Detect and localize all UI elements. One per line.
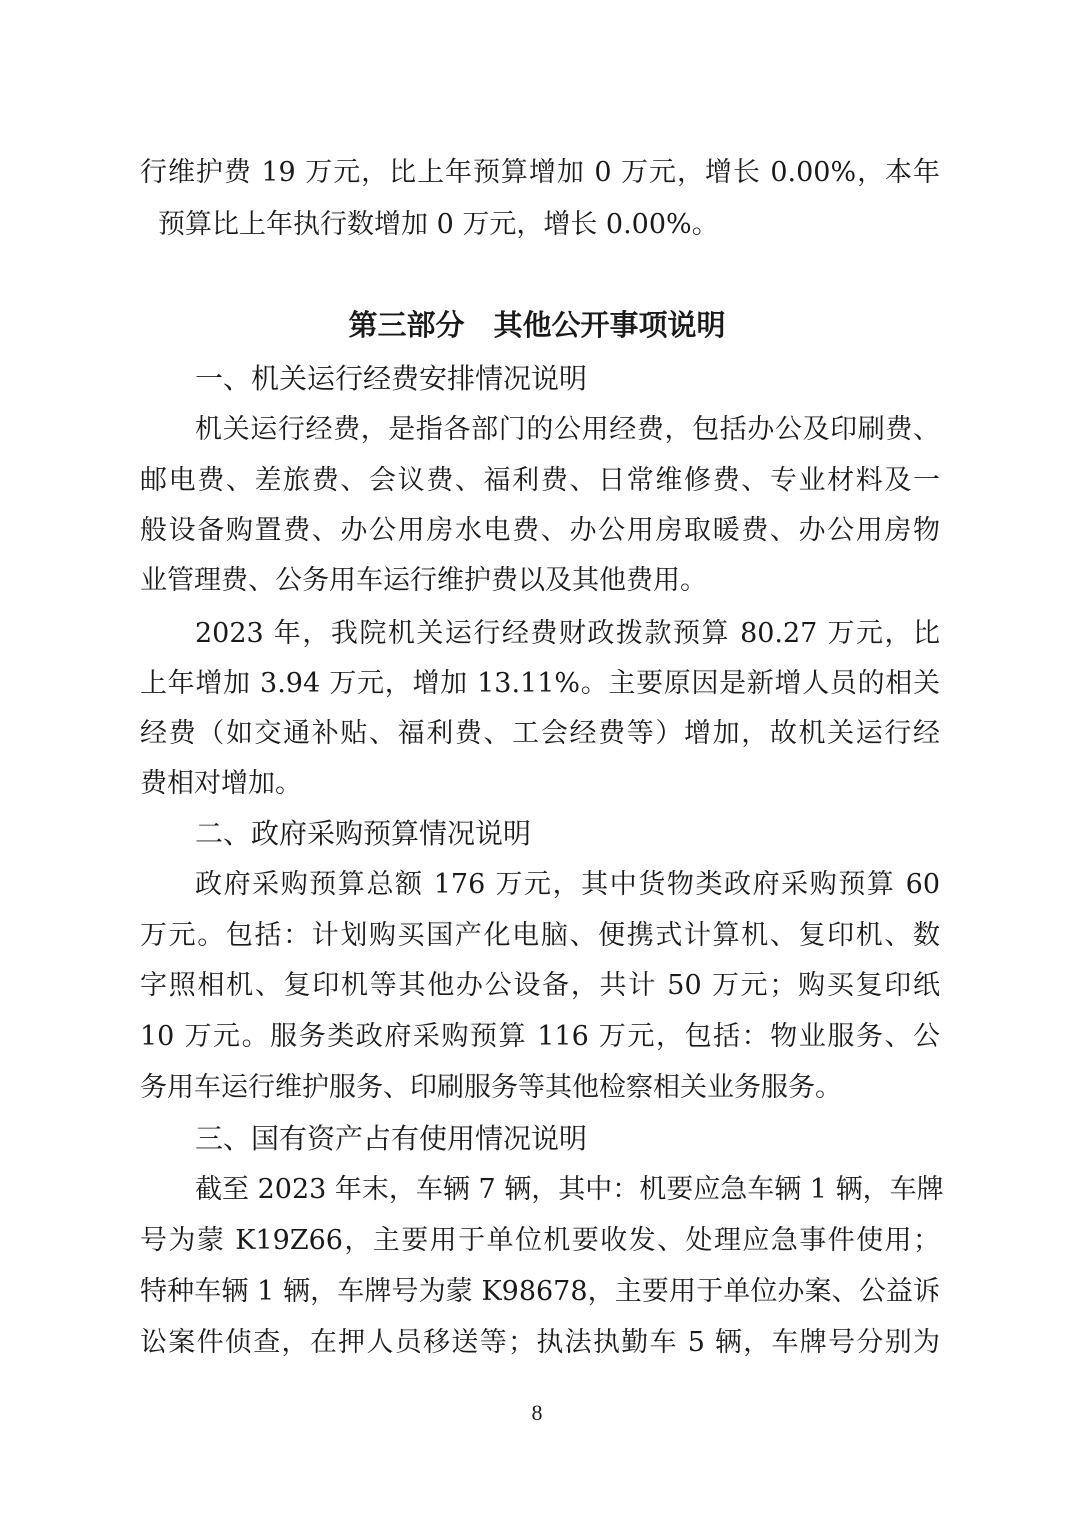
body-line: 截至 2023 年末，车辆 7 辆，其中：机要应急车辆 1 辆，车牌 xyxy=(195,1174,944,1205)
body-line: 2023 年，我院机关运行经费财政拨款预算 80.27 万元，比 xyxy=(195,618,940,649)
body-line: 业管理费、公务用车运行维护费以及其他费用。 xyxy=(140,565,707,596)
body-line: 经费（如交通补贴、福利费、工会经费等）增加，故机关运行经 xyxy=(140,718,940,749)
body-line: 行维护费 19 万元，比上年预算增加 0 万元，增长 0.00%，本年 xyxy=(140,157,940,188)
body-line: 万元。包括：计划购买国产化电脑、便携式计算机、复印机、数 xyxy=(140,920,940,951)
body-line: 费相对增加。 xyxy=(140,768,302,799)
section-heading-3: 三、国有资产占有使用情况说明 xyxy=(195,1122,588,1155)
body-line: 上年增加 3.94 万元，增加 13.11%。主要原因是新增人员的相关 xyxy=(140,668,940,699)
body-line: 讼案件侦查，在押人员移送等；执法执勤车 5 辆，车牌号分别为 xyxy=(140,1327,940,1358)
body-line: 机关运行经费，是指各部门的公用经费，包括办公及印刷费、 xyxy=(195,414,940,445)
body-line: 政府采购预算总额 176 万元，其中货物类政府采购预算 60 xyxy=(195,869,940,900)
body-line: 特种车辆 1 辆，车牌号为蒙 K98678，主要用于单位办案、公益诉 xyxy=(140,1276,940,1307)
body-line: 10 万元。服务类政府采购预算 116 万元，包括：物业服务、公 xyxy=(140,1021,940,1052)
part-title: 第三部分 其他公开事项说明 xyxy=(348,308,726,342)
section-heading-1: 一、机关运行经费安排情况说明 xyxy=(195,362,588,395)
body-line: 邮电费、差旅费、会议费、福利费、日常维修费、专业材料及一 xyxy=(140,465,940,496)
section-heading-2: 二、政府采购预算情况说明 xyxy=(195,817,532,850)
body-line: 预算比上年执行数增加 0 万元，增长 0.00%。 xyxy=(158,209,719,240)
body-line: 务用车运行维护服务、印刷服务等其他检察相关业务服务。 xyxy=(140,1072,842,1103)
body-line: 号为蒙 K19Z66，主要用于单位机要收发、处理应急事件使用； xyxy=(140,1225,940,1256)
body-line: 般设备购置费、办公用房水电费、办公用房取暖费、办公用房物 xyxy=(140,515,940,546)
page-number: 8 xyxy=(531,1400,543,1425)
body-line: 字照相机、复印机等其他办公设备，共计 50 万元；购买复印纸 xyxy=(140,970,940,1001)
